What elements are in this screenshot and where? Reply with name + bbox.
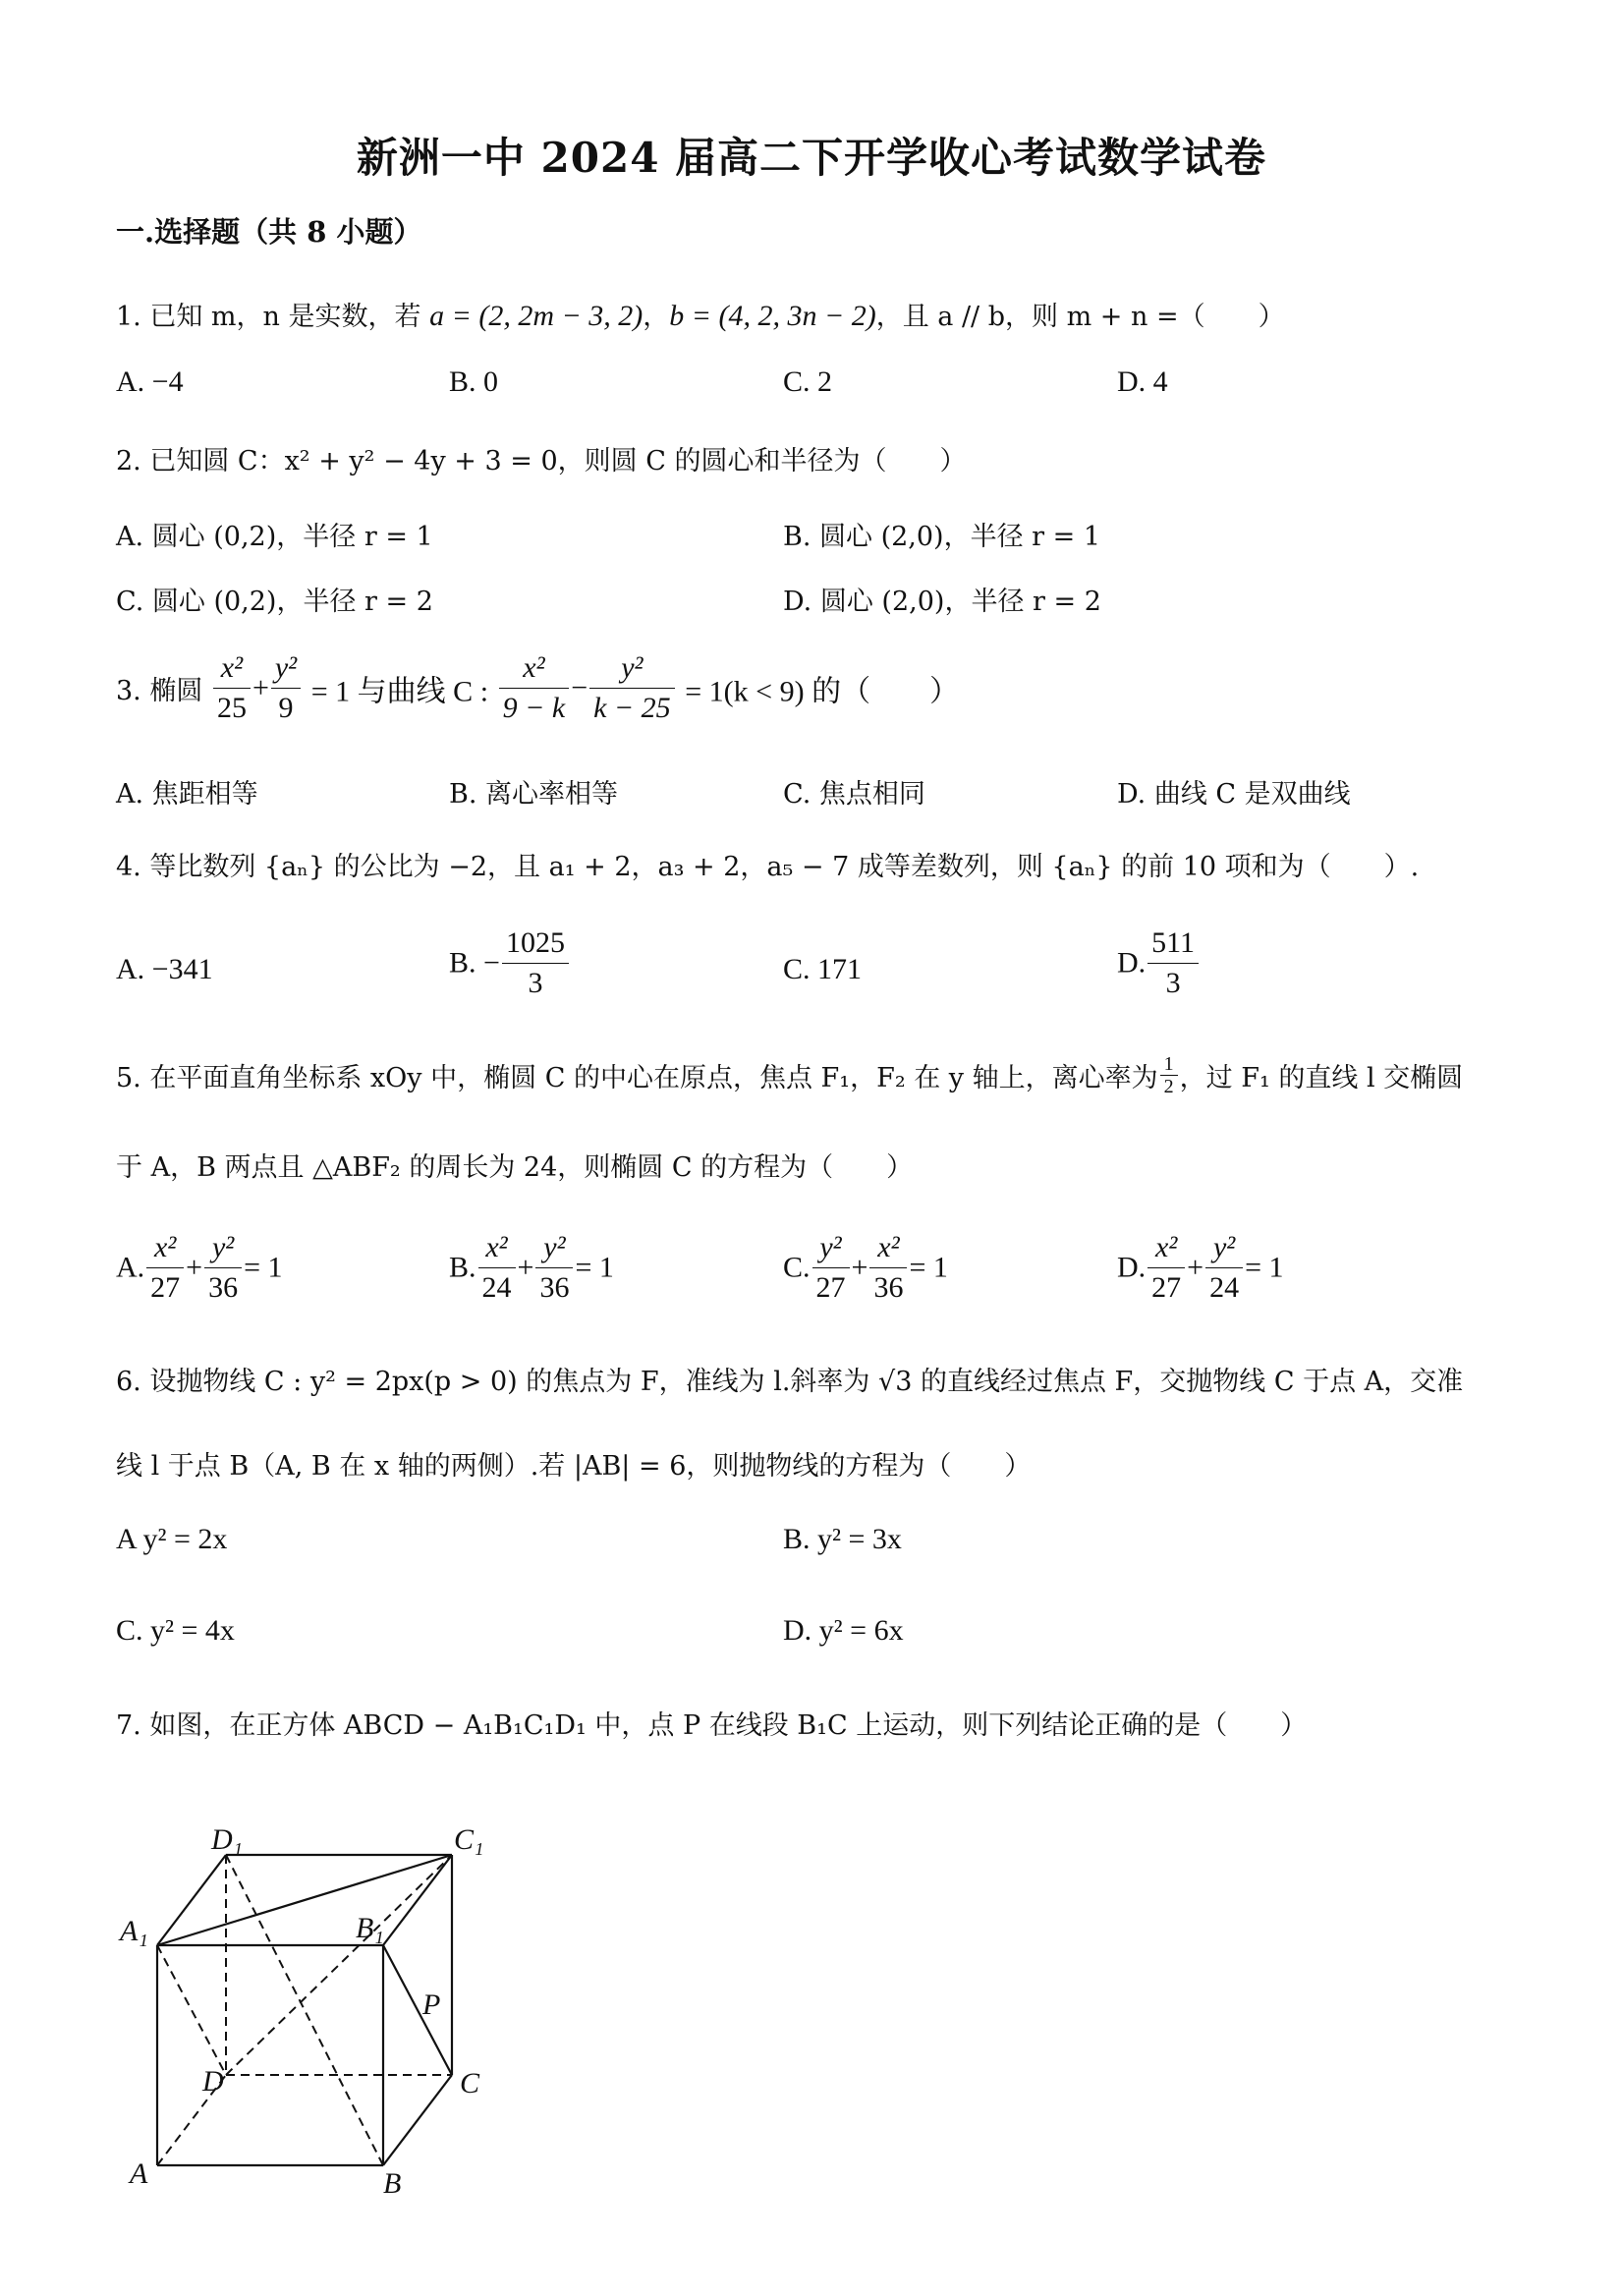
q6-option-a: A y² = 2x — [116, 1523, 228, 1555]
q5-option-b: B. $\frac{\text{x²}}{24}$ + $\frac{\text{y²}}{36}$ = 1 — [449, 1228, 614, 1308]
q5-e-num: 1 — [1160, 1053, 1178, 1076]
q3-fraction-1 — [213, 648, 251, 728]
q4-option-c: C. 171 — [783, 953, 863, 985]
q3-tail: = 1(k < 9) 的（ ） — [685, 675, 960, 708]
q5-b-frac1: $\frac{\text{x²}}{24}$ — [478, 1228, 516, 1308]
edge-bc — [383, 2075, 452, 2165]
q5-a-label: A. — [116, 1251, 145, 1284]
q3-option-c: C. 焦点相同 — [783, 779, 925, 810]
q1-option-a: A. −4 — [116, 365, 184, 398]
q3-option-b: B. 离心率相等 — [449, 779, 619, 810]
q1-stem: 1. 已知 m，n 是实数，若 — [116, 302, 430, 332]
q3-fraction-4 — [589, 648, 675, 728]
q3-f4-den: k − 25 — [593, 692, 671, 724]
q5-option-a: A. $\frac{\text{x²}}{27}$ + $\frac{\text{y²}}{36}$ = 1 — [116, 1228, 283, 1308]
q2-option-c: C. 圆心 (0,2)，半径 r = 2 — [116, 587, 433, 617]
label-b: B — [383, 2167, 402, 2200]
q4-option-d — [1117, 924, 1201, 1003]
q3-f3-num: x² — [499, 648, 570, 689]
q5-b-frac2: $\frac{\text{y²}}{36}$ — [535, 1228, 573, 1308]
section-heading: 一.选择题（共 8 小题） — [116, 215, 422, 249]
label-b1: B₁ — [356, 1912, 384, 1944]
q3-f2-num: y² — [271, 648, 301, 689]
q6-option-b: B. y² = 3x — [783, 1523, 902, 1555]
q1-condition: ，且 a // b，则 m + n =（ ） — [875, 302, 1285, 332]
q4-d-den: 3 — [1165, 967, 1181, 999]
question-5 — [116, 1053, 1463, 1097]
label-d: D — [202, 2065, 224, 2098]
q5-a-frac2: $\frac{\text{y²}}{36}$ — [204, 1228, 242, 1308]
q5-line1b: ，过 F₁ 的直线 l 交椭圆 — [1179, 1063, 1464, 1093]
label-c1: C₁ — [454, 1827, 484, 1856]
q5-c-frac2: $\frac{\text{x²}}{36}$ — [869, 1228, 907, 1308]
q3-fraction-3 — [499, 648, 570, 728]
label-c: C — [460, 2067, 480, 2100]
q4-d-fraction — [1147, 924, 1199, 1003]
question-6: 6. 设抛物线 C : y² = 2px(p > 0) 的焦点为 F，准线为 l.斜率为 √3 的直线经过焦点 F，交抛物线 C 于点 A，交准 — [116, 1367, 1464, 1397]
label-p: P — [422, 1988, 441, 2021]
q4-d-label: D. — [1117, 946, 1147, 980]
q1-option-d: D. 4 — [1117, 365, 1168, 398]
q5-b-label: B. — [449, 1251, 476, 1284]
q3-f2-den: 9 — [278, 692, 294, 724]
q4-b-den: 3 — [528, 967, 543, 999]
q4-option-b — [449, 924, 571, 1003]
q5-e-den: 2 — [1163, 1076, 1174, 1097]
hidden-diagonal-dc1 — [226, 1855, 452, 2075]
q5-option-d: D. $\frac{\text{x²}}{27}$ + $\frac{\text{y²}}{24}$ = 1 — [1117, 1228, 1284, 1308]
question-3: 3. 椭圆 $\frac{\text{x²}}{25}$ + $\frac{\text{y²}}{9}$ = 1 与曲线 C : $\frac{\text{x²}}{9 - k}$ − $\frac{\text{y²}}{k - 25}$ = 1(k < 9) 的（ ） — [116, 648, 959, 728]
q3-option-d: D. 曲线 C 是双曲线 — [1117, 779, 1351, 810]
cube-figure — [108, 1827, 521, 2201]
q5-line2: 于 A，B 两点且 △ABF₂ 的周长为 24，则椭圆 C 的方程为（ ） — [116, 1152, 914, 1183]
q3-f1-num: x² — [213, 648, 251, 689]
diagonal-a1c1 — [157, 1855, 452, 1945]
question-7: 7. 如图，在正方体 ABCD − A₁B₁C₁D₁ 中，点 P 在线段 B₁C 上运动，则下列结论正确的是（ ） — [116, 1710, 1308, 1741]
question-1: 1. 已知 m，n 是实数，若 a = (2, 2m − 3, 2)，b = (4, 2, 3n − 2)，且 a // b，则 m + n =（ ） — [116, 300, 1285, 332]
q5-c-label: C. — [783, 1251, 811, 1284]
q5-eccentricity — [1160, 1053, 1178, 1097]
label-a1: A₁ — [120, 1915, 148, 1947]
q3-label: 3. 椭圆 — [116, 676, 203, 706]
q4-b-fraction — [502, 924, 569, 1003]
q3-option-a: A. 焦距相等 — [116, 779, 258, 810]
q5-d-frac1: $\frac{\text{x²}}{27}$ — [1147, 1228, 1185, 1308]
edge-a1d1 — [157, 1855, 226, 1945]
q5-d-label: D. — [1117, 1251, 1147, 1284]
label-a: A — [130, 2157, 148, 2190]
q3-f3-den: 9 − k — [502, 692, 566, 724]
q6-option-c: C. y² = 4x — [116, 1614, 235, 1647]
q5-option-c: C. $\frac{\text{y²}}{27}$ + $\frac{\text{x²}}{36}$ = 1 — [783, 1228, 948, 1308]
q4-b-label: B. − — [449, 946, 500, 980]
edge-b1c1 — [383, 1855, 452, 1945]
q4-option-a: A. −341 — [116, 953, 213, 985]
question-2: 2. 已知圆 C：x² + y² − 4y + 3 = 0，则圆 C 的圆心和半径为（ ） — [116, 446, 967, 476]
q4-d-num: 511 — [1147, 924, 1199, 964]
q1-option-c: C. 2 — [783, 365, 833, 398]
hidden-diagonal-d1b — [226, 1855, 383, 2165]
q6-option-d: D. y² = 6x — [783, 1614, 904, 1647]
exam-title: 新洲一中 2024 届高二下开学收心考试数学试卷 — [356, 134, 1267, 182]
q1-vector-b: b = (4, 2, 3n − 2) — [669, 300, 876, 332]
q2-option-b: B. 圆心 (2,0)，半径 r = 1 — [783, 522, 1101, 552]
q3-fraction-2 — [271, 648, 301, 728]
q1-vector-a: a = (2, 2m − 3, 2) — [429, 300, 644, 332]
q4-b-num: 1025 — [502, 924, 569, 964]
q1-option-b: B. 0 — [449, 365, 499, 398]
q5-a-frac1: $\frac{\text{x²}}{27}$ — [146, 1228, 184, 1308]
segment-b1c — [383, 1945, 452, 2075]
q5-c-frac1: $\frac{\text{y²}}{27}$ — [812, 1228, 850, 1308]
q5-line1a: 5. 在平面直角坐标系 xOy 中，椭圆 C 的中心在原点，焦点 F₁，F₂ 在 y 轴上，离心率为 — [116, 1063, 1158, 1093]
question-4: 4. 等比数列 {aₙ} 的公比为 −2，且 a₁ + 2，a₃ + 2，a₅ − 7 成等差数列，则 {aₙ} 的前 10 项和为（ ）. — [116, 852, 1420, 882]
q3-mid: = 1 与曲线 C : — [310, 675, 489, 708]
q2-option-a: A. 圆心 (0,2)，半径 r = 1 — [116, 522, 433, 552]
q2-option-d: D. 圆心 (2,0)，半径 r = 2 — [783, 587, 1101, 617]
q6-line2: 线 l 于点 B（A, B 在 x 轴的两侧）.若 |AB| = 6，则抛物线的方程为（ ） — [116, 1451, 1032, 1482]
label-d1: D₁ — [211, 1827, 244, 1856]
q3-f1-den: 25 — [216, 692, 247, 724]
q3-f4-num: y² — [589, 648, 675, 689]
q5-d-frac2: $\frac{\text{y²}}{24}$ — [1205, 1228, 1243, 1308]
hidden-diagonal-a1d — [157, 1945, 226, 2075]
